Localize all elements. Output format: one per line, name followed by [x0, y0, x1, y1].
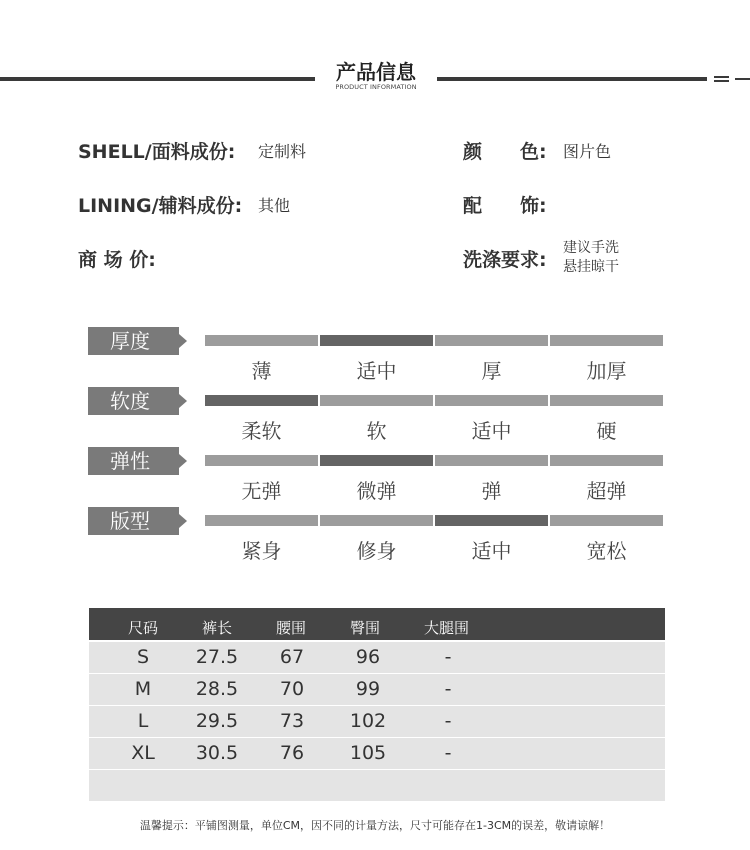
table-cell: - — [444, 678, 452, 700]
wash-line-1: 建议手洗 — [563, 240, 619, 256]
column-header: 裤长 — [202, 619, 233, 637]
header-dash — [735, 78, 750, 80]
lining-value: 其他 — [258, 196, 291, 215]
scale-bar — [205, 335, 318, 346]
table-cell: 67 — [279, 646, 305, 668]
header-rule-left — [0, 77, 315, 81]
table-cell: S — [136, 646, 150, 668]
scale-bar — [205, 515, 318, 526]
shell-value: 定制料 — [258, 142, 307, 161]
scale-bar — [435, 395, 548, 406]
scale-bar-selected — [320, 335, 433, 346]
header-dash — [714, 80, 729, 82]
shell-label: SHELL/面料成份: — [78, 141, 236, 163]
attribute-tag: 软度 — [88, 387, 179, 415]
scale-bar — [435, 455, 548, 466]
scale-option-label: 宽松 — [586, 539, 627, 563]
footnote: 温馨提示：平铺图测量，单位CM，因不同的计量方法，尺寸可能存在1-3CM的误差，敬请谅解！ — [139, 819, 611, 832]
color-label: 颜 色: — [463, 141, 547, 163]
header-dash — [714, 76, 729, 78]
lining-label: LINING/辅料成份: — [78, 195, 243, 217]
scale-bar — [550, 515, 663, 526]
table-cell: M — [134, 678, 152, 700]
table-cell: 76 — [279, 742, 305, 764]
scale-bar — [435, 335, 548, 346]
table-cell: - — [444, 646, 452, 668]
scale-bar — [550, 455, 663, 466]
color-value: 图片色 — [563, 142, 612, 161]
attribute-tag: 版型 — [88, 507, 179, 535]
column-header: 臀围 — [350, 619, 381, 637]
scale-bar-selected — [435, 515, 548, 526]
attribute-tag: 厚度 — [88, 327, 179, 355]
table-cell: 70 — [279, 678, 305, 700]
table-cell: - — [444, 742, 452, 764]
scale-option-label: 适中 — [471, 419, 512, 443]
scale-option-label: 适中 — [471, 539, 512, 563]
table-cell: 102 — [349, 710, 387, 732]
scale-bar — [320, 395, 433, 406]
table-cell: 27.5 — [195, 646, 239, 668]
scale-option-label: 超弹 — [586, 479, 627, 503]
accessory-label: 配 饰: — [463, 195, 547, 217]
scale-option-label: 柔软 — [241, 419, 282, 443]
scale-bar — [205, 455, 318, 466]
scale-option-label: 加厚 — [586, 359, 627, 383]
wash-line-2: 悬挂晾干 — [563, 259, 619, 275]
scale-option-label: 硬 — [596, 419, 617, 443]
header-rule-right — [437, 77, 707, 81]
table-row — [89, 770, 665, 801]
table-cell: L — [137, 710, 149, 732]
scale-option-label: 微弹 — [356, 479, 397, 503]
wash-label: 洗涤要求: — [463, 249, 547, 271]
scale-bar — [320, 515, 433, 526]
scale-bar — [550, 395, 663, 406]
table-cell: 105 — [349, 742, 387, 764]
page-title: 产品信息 — [336, 60, 416, 84]
scale-option-label: 修身 — [356, 539, 397, 563]
table-cell: 73 — [279, 710, 305, 732]
scale-option-label: 厚 — [481, 359, 502, 383]
attribute-tag: 弹性 — [88, 447, 179, 475]
scale-option-label: 无弹 — [241, 479, 282, 503]
table-cell: - — [444, 710, 452, 732]
column-header: 尺码 — [128, 619, 159, 637]
scale-option-label: 弹 — [481, 479, 502, 503]
price-label: 商 场 价: — [78, 249, 156, 271]
table-cell: 30.5 — [195, 742, 239, 764]
scale-bar-selected — [205, 395, 318, 406]
table-cell: 99 — [355, 678, 381, 700]
page-subtitle: PRODUCT INFORMATION — [335, 83, 417, 91]
scale-option-label: 软 — [366, 419, 387, 443]
scale-option-label: 薄 — [251, 359, 272, 383]
table-cell: 28.5 — [195, 678, 239, 700]
table-cell: XL — [131, 742, 155, 764]
table-cell: 96 — [355, 646, 381, 668]
scale-option-label: 紧身 — [241, 539, 282, 563]
scale-bar — [550, 335, 663, 346]
table-cell: 29.5 — [195, 710, 239, 732]
scale-option-label: 适中 — [356, 359, 397, 383]
column-header: 腰围 — [276, 619, 307, 637]
column-header: 大腿围 — [424, 619, 470, 637]
scale-bar-selected — [320, 455, 433, 466]
